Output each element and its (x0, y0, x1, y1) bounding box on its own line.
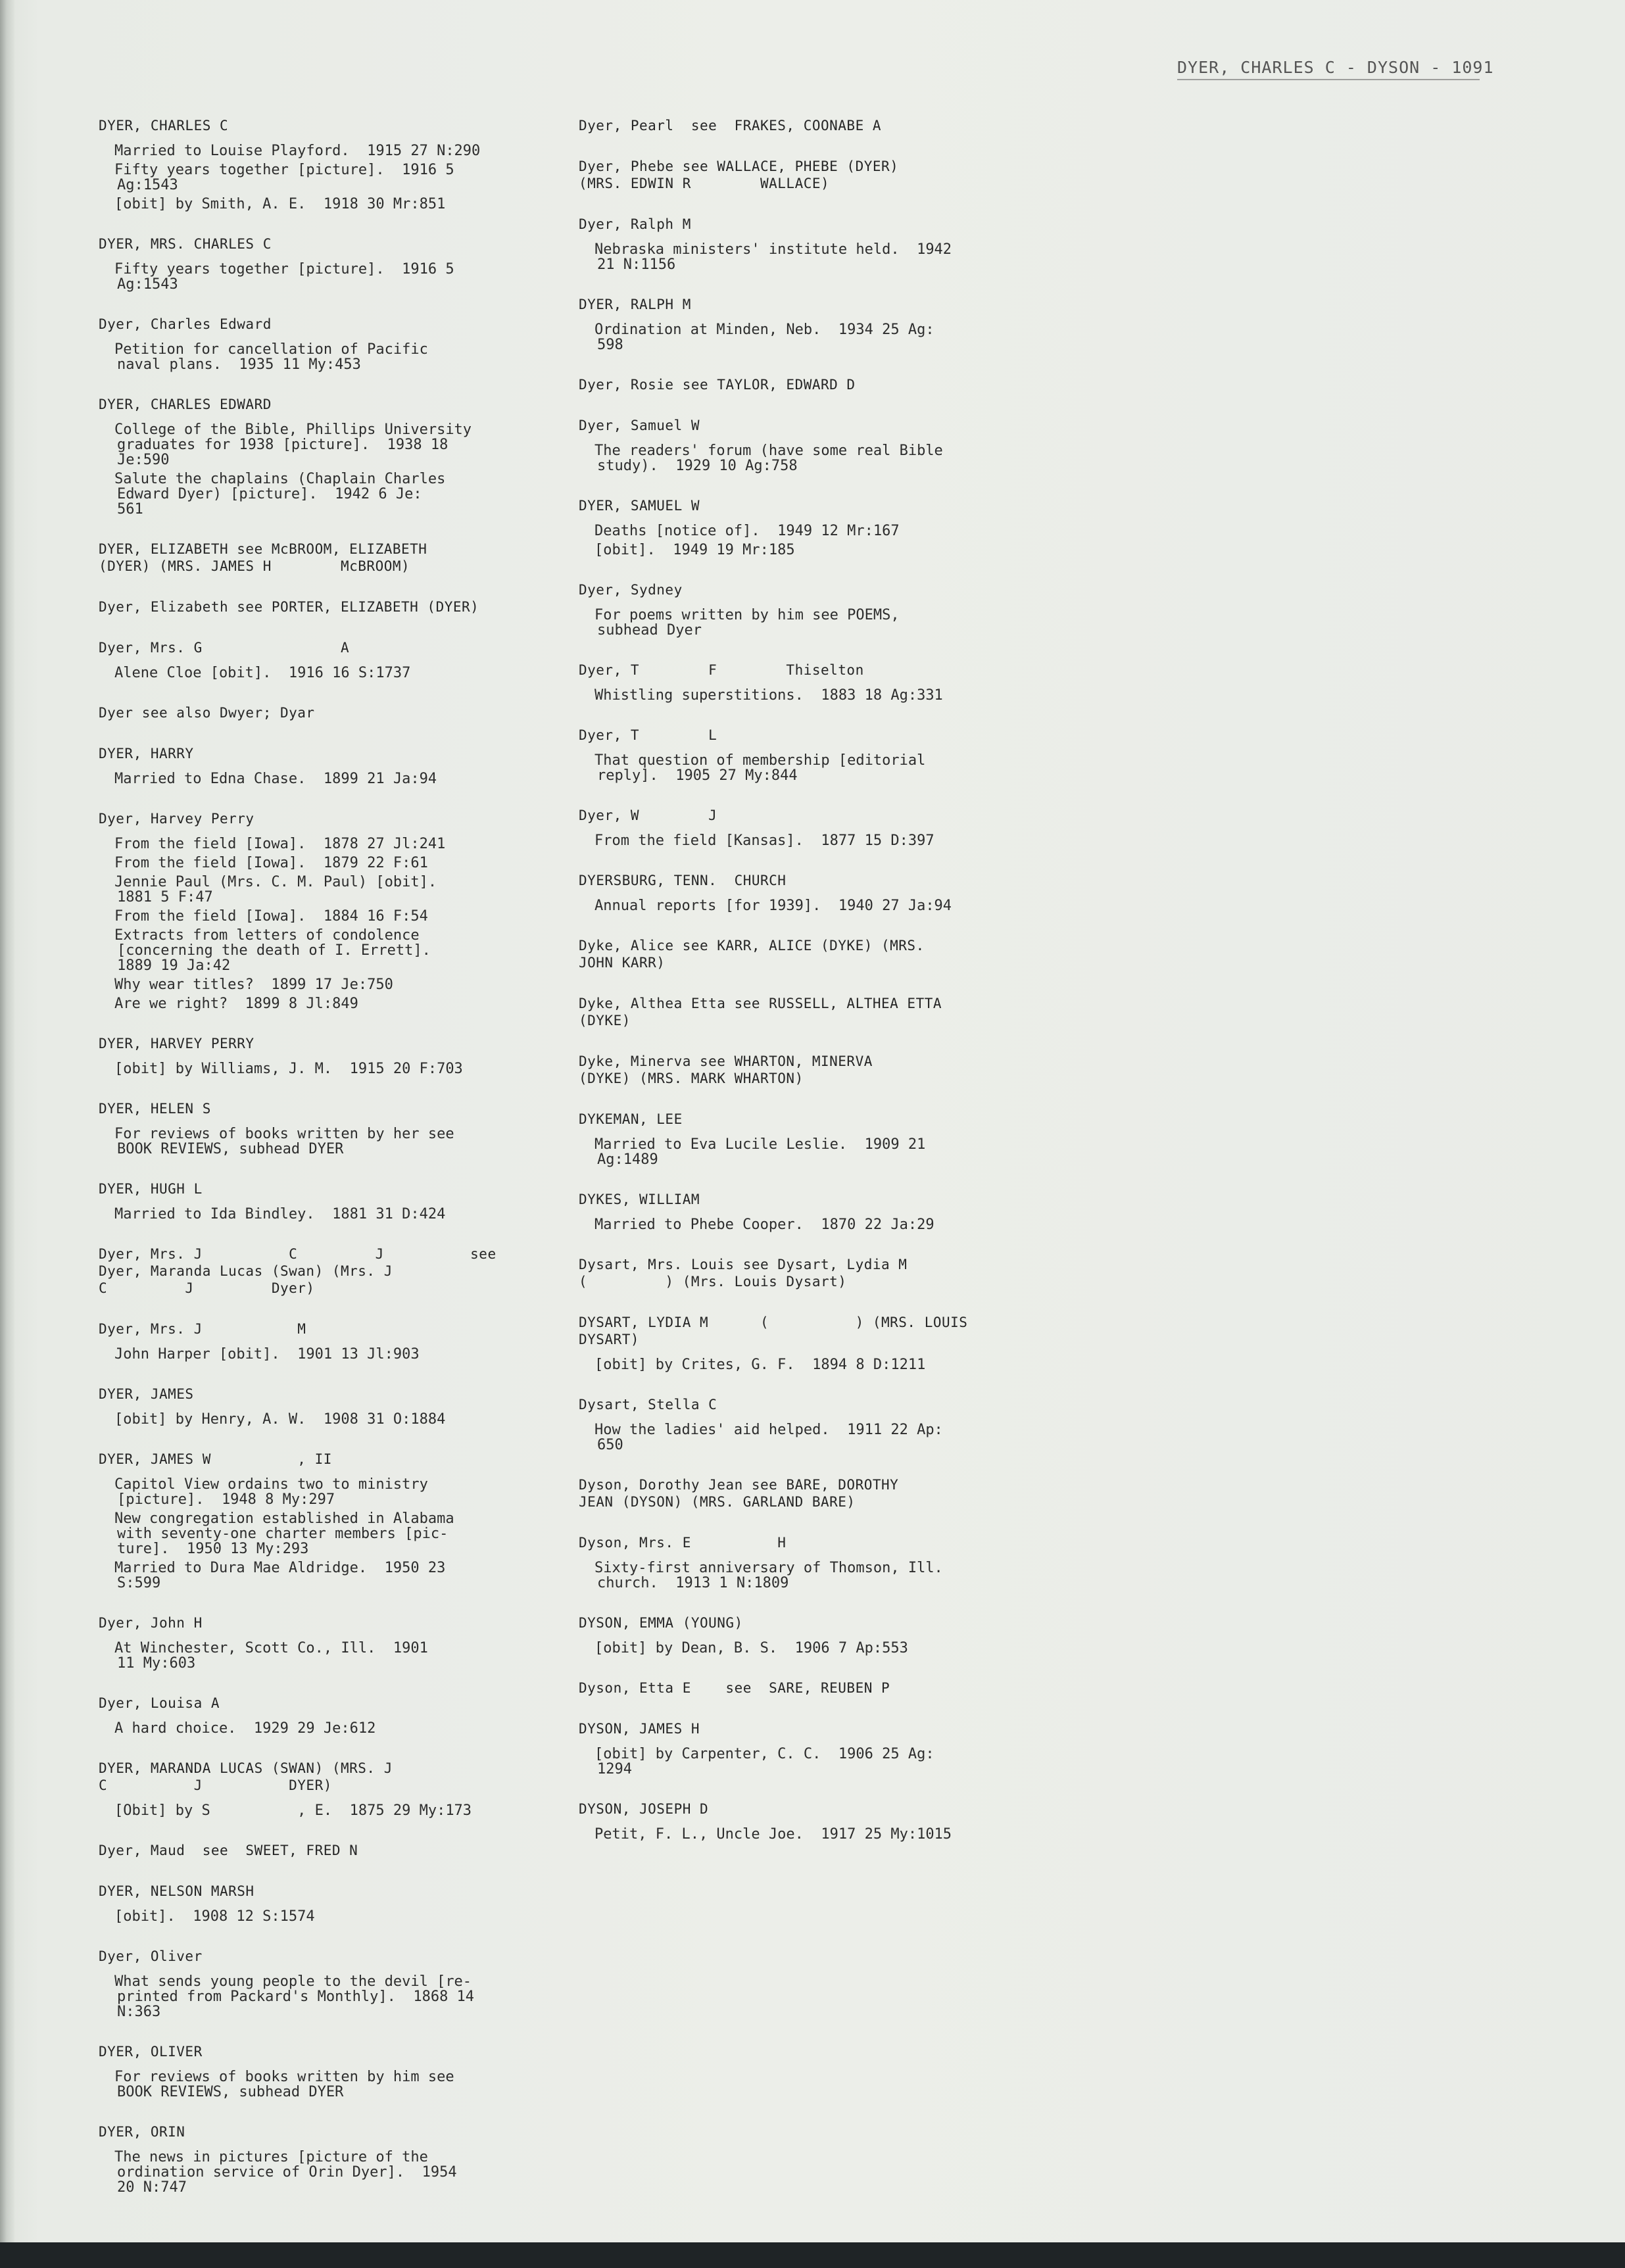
entry-citation: [obit] by Carpenter, C. C. 1906 25 Ag: 1294 (594, 1746, 934, 1777)
entry-citation: For reviews of books written by him see BOOK REVIEWS, subhead DYER (114, 2069, 454, 2100)
entry-citation: Petit, F. L., Uncle Joe. 1917 25 My:1015 (594, 1826, 952, 1843)
entry-citation: [obit] by Crites, G. F. 1894 8 D:1211 (594, 1357, 926, 1373)
index-entry (579, 117, 986, 134)
entry-citation: Are we right? 1899 8 Jl:849 (114, 996, 358, 1012)
entry-heading: Dyson, Mrs. E H (579, 1535, 787, 1551)
entry-citation: [Obit] by S , E. 1875 29 My:173 (114, 1802, 472, 1819)
index-entry (579, 1396, 986, 1453)
index-entry (99, 1614, 546, 1671)
entry-citation: Nebraska ministers' institute held. 1942 21 N:1156 (594, 241, 952, 273)
entry-heading: Dyer, Mrs. J C J see Dyer, Maranda Lucas (Swan) (Mrs. J C J Dyer) (99, 1246, 497, 1296)
entry-citation: [obit] by Smith, A. E. 1918 30 Mr:851 (114, 196, 446, 212)
entry-citation: Salute the chaplains (Chaplain Charles Edward Dyer) [picture]. 1942 6 Je: 561 (114, 471, 446, 518)
index-entry (99, 316, 546, 372)
entry-heading: Dyer, Sydney (579, 582, 683, 598)
entry-heading: DYERSBURG, TENN. CHURCH (579, 873, 787, 888)
entry-citation: Married to Phebe Cooper. 1870 22 Ja:29 (594, 1217, 934, 1233)
entry-heading: Dyer, Charles Edward (99, 316, 272, 332)
entry-heading: Dysart, Stella C (579, 1397, 717, 1412)
entry-heading: Dyer, Louisa A (99, 1695, 220, 1711)
right-column (579, 117, 986, 1866)
entry-heading: DYSON, JAMES H (579, 1721, 700, 1737)
entry-heading: Dyson, Dorothy Jean see BARE, DOROTHY JEAN (DYSON) (MRS. GARLAND BARE) (579, 1477, 899, 1510)
index-entry (99, 1245, 546, 1297)
entry-citation: Alene Cloe [obit]. 1916 16 S:1737 (114, 665, 411, 681)
index-entry (99, 1386, 546, 1427)
entry-citation: Fifty years together [picture]. 1916 5 Ag:1543 (114, 162, 454, 193)
entry-heading: DYER, MRS. CHARLES C (99, 236, 272, 252)
entry-citation: From the field [Iowa]. 1878 27 Jl:241 (114, 836, 446, 852)
entry-citation: A hard choice. 1929 29 Je:612 (114, 1720, 376, 1737)
entry-heading: Dyer, W J (579, 808, 717, 823)
entry-heading: DYSON, EMMA (YOUNG) (579, 1615, 743, 1631)
entry-heading: Dyer, Rosie see TAYLOR, EDWARD D (579, 377, 856, 393)
index-entry (579, 1679, 986, 1697)
entry-citation: [obit] by Henry, A. W. 1908 31 O:1884 (114, 1411, 446, 1428)
entry-heading: Dyer, Elizabeth see PORTER, ELIZABETH (DYER) (99, 599, 479, 615)
index-entry (99, 1695, 546, 1736)
index-entry (579, 1614, 986, 1656)
running-head-rule (1177, 79, 1480, 80)
entry-citation: The news in pictures [picture of the ordination service of Orin Dyer]. 1954 20 N:747 (114, 2149, 457, 2196)
entry-heading: Dyer, Ralph M (579, 216, 691, 232)
index-entry (99, 1035, 546, 1076)
entry-citation: For reviews of books written by her see BOOK REVIEWS, subhead DYER (114, 1126, 454, 1157)
entry-heading: DYER, JAMES (99, 1386, 194, 1402)
index-entry (579, 376, 986, 393)
entry-heading: Dyer, Oliver (99, 1948, 203, 1964)
entry-heading: DYSON, JOSEPH D (579, 1801, 709, 1817)
entry-heading: Dyer, Samuel W (579, 418, 700, 433)
entry-citation: Capitol View ordains two to ministry [picture]. 1948 8 My:297 (114, 1476, 428, 1508)
entry-heading: DYKES, WILLIAM (579, 1192, 700, 1207)
entry-citation: From the field [Kansas]. 1877 15 D:397 (594, 832, 934, 849)
entry-citation: For poems written by him see POEMS, subhead Dyer (594, 607, 900, 639)
entry-heading: Dyke, Minerva see WHARTON, MINERVA (DYKE) (MRS. MARK WHARTON) (579, 1053, 873, 1086)
index-entry (99, 1100, 546, 1157)
index-entry (579, 872, 986, 913)
entry-heading: DYER, RALPH M (579, 297, 691, 312)
entry-citation: Annual reports [for 1939]. 1940 27 Ja:94 (594, 898, 952, 914)
index-entry (579, 296, 986, 352)
index-entry (579, 807, 986, 848)
entry-citation: Sixty-first anniversary of Thomson, Ill. church. 1913 1 N:1809 (594, 1560, 943, 1591)
entry-citation: What sends young people to the devil [re- printed from Packard's Monthly]. 1868 14 N:363 (114, 1973, 475, 2020)
index-entry (579, 662, 986, 703)
entry-citation: Fifty years together [picture]. 1916 5 Ag:1543 (114, 261, 454, 293)
index-entry (579, 581, 986, 638)
index-entry (99, 704, 546, 721)
entry-heading: Dyer, Harvey Perry (99, 811, 255, 827)
index-entry (99, 235, 546, 292)
entry-heading: DYER, HELEN S (99, 1101, 211, 1117)
index-entry (99, 1760, 546, 1818)
entry-heading: DYER, HUGH L (99, 1181, 203, 1197)
entry-heading: DYER, ELIZABETH see McBROOM, ELIZABETH (DYER) (MRS. JAMES H McBROOM) (99, 541, 427, 574)
index-entry (99, 541, 546, 575)
entry-citation: The readers' forum (have some real Bible study). 1929 10 Ag:758 (594, 443, 943, 474)
index-entry (579, 1314, 986, 1372)
entry-citation: Ordination at Minden, Neb. 1934 25 Ag: 598 (594, 322, 934, 353)
entry-citation: Petition for cancellation of Pacific naval plans. 1935 11 My:453 (114, 341, 428, 373)
index-entry (579, 1111, 986, 1167)
index-entry (579, 1053, 986, 1087)
entry-heading: Dyke, Althea Etta see RUSSELL, ALTHEA ETTA (DYKE) (579, 996, 942, 1028)
index-entry (99, 1842, 546, 1859)
left-column (99, 117, 546, 2219)
entry-heading: Dyer, Phebe see WALLACE, PHEBE (DYER) (MRS. EDWIN R WALLACE) (579, 158, 899, 191)
index-entry (579, 1476, 986, 1510)
entry-heading: DYER, SAMUEL W (579, 498, 700, 514)
entry-heading: DYER, HARVEY PERRY (99, 1036, 255, 1051)
index-entry (579, 1191, 986, 1232)
index-entry (579, 417, 986, 473)
entry-heading: Dyer, Maud see SWEET, FRED N (99, 1843, 358, 1858)
scan-bottom-edge (0, 2242, 1625, 2268)
entry-citation: At Winchester, Scott Co., Ill. 1901 11 My:603 (114, 1640, 428, 1672)
entry-heading: DYER, CHARLES C (99, 118, 229, 133)
index-entry (99, 1883, 546, 1924)
entry-citation: Jennie Paul (Mrs. C. M. Paul) [obit]. 1881 5 F:47 (114, 874, 437, 905)
entry-citation: Deaths [notice of]. 1949 12 Mr:167 (594, 523, 900, 539)
entry-citation: Married to Dura Mae Aldridge. 1950 23 S:599 (114, 1560, 446, 1591)
entry-citation: Married to Edna Chase. 1899 21 Ja:94 (114, 771, 437, 787)
entry-heading: DYER, OLIVER (99, 2044, 203, 2060)
index-entry (99, 810, 546, 1011)
entry-citation: [obit] by Williams, J. M. 1915 20 F:703 (114, 1061, 463, 1077)
index-entry (579, 158, 986, 192)
index-entry (99, 1451, 546, 1591)
index-entry (579, 1256, 986, 1290)
index-entry (99, 117, 546, 212)
index-entry (99, 598, 546, 615)
entry-citation: Married to Ida Bindley. 1881 31 D:424 (114, 1206, 446, 1222)
entry-heading: DYSART, LYDIA M ( ) (MRS. LOUIS DYSART) (579, 1315, 968, 1347)
index-entry (99, 1948, 546, 2019)
index-entry (99, 1320, 546, 1362)
index-entry (579, 1800, 986, 1842)
entry-heading: DYKEMAN, LEE (579, 1111, 683, 1127)
index-entry (99, 2043, 546, 2100)
entry-heading: Dyson, Etta E see SARE, REUBEN P (579, 1680, 890, 1696)
entry-citation: Why wear titles? 1899 17 Je:750 (114, 977, 393, 993)
entry-heading: Dyke, Alice see KARR, ALICE (DYKE) (MRS. JOHN KARR) (579, 938, 925, 971)
index-entry (99, 2123, 546, 2195)
entry-heading: DYER, CHARLES EDWARD (99, 397, 272, 412)
index-entry (579, 1534, 986, 1591)
index-entry (579, 216, 986, 272)
entry-citation: That question of membership [editorial reply]. 1905 27 My:844 (594, 752, 926, 784)
entry-citation: [obit] by Dean, B. S. 1906 7 Ap:553 (594, 1640, 908, 1656)
entry-citation: New congregation established in Alabama with seventy-one charter members [pic- ture]. 1950 13 My:293 (114, 1510, 454, 1557)
entry-heading: Dysart, Mrs. Louis see Dysart, Lydia M ( ) (Mrs. Louis Dysart) (579, 1257, 908, 1290)
index-entry (99, 745, 546, 786)
entry-heading: Dyer, Pearl see FRAKES, COONABE A (579, 118, 882, 133)
index-entry (579, 727, 986, 783)
entry-heading: Dyer see also Dwyer; Dyar (99, 705, 315, 721)
entry-heading: DYER, HARRY (99, 746, 194, 761)
entry-heading: Dyer, Mrs. J M (99, 1321, 306, 1337)
index-entry (579, 1720, 986, 1777)
entry-citation: [obit]. 1908 12 S:1574 (114, 1908, 315, 1925)
index-entry (579, 995, 986, 1029)
entry-heading: Dyer, Mrs. G A (99, 640, 350, 656)
index-entry (99, 639, 546, 681)
running-head: DYER, CHARLES C - DYSON - 1091 (1177, 58, 1494, 77)
index-entry (99, 396, 546, 517)
index-entry (99, 1180, 546, 1222)
entry-citation: From the field [Iowa]. 1884 16 F:54 (114, 908, 428, 925)
page-left-shadow (0, 0, 14, 2268)
entry-heading: DYER, JAMES W , II (99, 1451, 332, 1467)
entry-citation: How the ladies' aid helped. 1911 22 Ap: 650 (594, 1422, 943, 1453)
entry-citation: Whistling superstitions. 1883 18 Ag:331 (594, 687, 943, 704)
entry-heading: Dyer, T F Thiselton (579, 662, 864, 678)
entry-citation: From the field [Iowa]. 1879 22 F:61 (114, 855, 428, 871)
entry-heading: Dyer, John H (99, 1615, 203, 1631)
entry-citation: College of the Bible, Phillips University graduates for 1938 [picture]. 1938 18 Je:590 (114, 422, 472, 468)
entry-heading: DYER, MARANDA LUCAS (SWAN) (MRS. J C J DYER) (99, 1760, 393, 1793)
index-entry (579, 497, 986, 558)
entry-heading: Dyer, T L (579, 727, 717, 743)
entry-citation: Married to Eva Lucile Leslie. 1909 21 Ag:1489 (594, 1136, 926, 1168)
entry-citation: [obit]. 1949 19 Mr:185 (594, 542, 795, 558)
entry-citation: John Harper [obit]. 1901 13 Jl:903 (114, 1346, 420, 1363)
entry-citation: Extracts from letters of condolence [concerning the death of I. Errett]. 1889 19 Ja:42 (114, 927, 431, 974)
entry-heading: DYER, ORIN (99, 2124, 185, 2140)
index-entry (579, 937, 986, 971)
entry-heading: DYER, NELSON MARSH (99, 1883, 255, 1899)
entry-citation: Married to Louise Playford. 1915 27 N:290 (114, 143, 481, 159)
